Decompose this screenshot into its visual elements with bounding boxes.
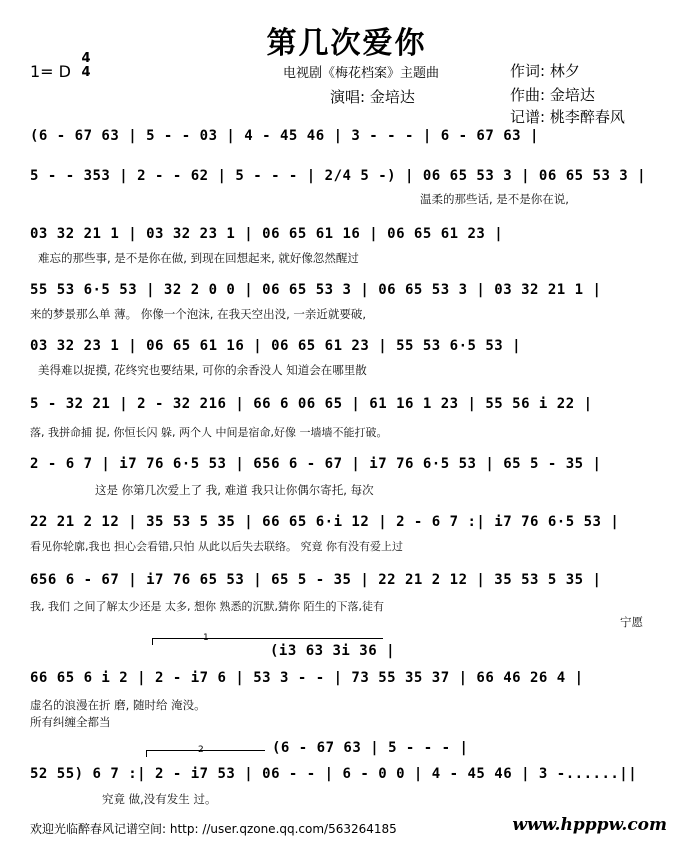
key-signature: 1= D (30, 62, 71, 81)
website-watermark: www.hpppw.com (512, 815, 667, 835)
lyric-row-11: 究竟 做,没有发生 过。 (102, 792, 217, 806)
lyric-row-3: 难忘的那些事, 是不是你在做, 到现在回想起来, 就好像忽然醒过 (38, 251, 359, 265)
first-ending-number: 1 (203, 633, 209, 643)
lyric-row-9-extra: 宁愿 (620, 615, 643, 629)
lyric-row-8: 看见你轮廓,我也 担心会看错,只怕 从此以后失去联络。 究竟 你有没有爱上过 (30, 540, 403, 553)
second-ending-bracket (146, 750, 265, 757)
score-row-2: 5 - - 353 | 2 - - 62 | 5 - - - | 2/4 5 -) | 06 65 53 3 | 06 65 53 3 | (30, 168, 647, 184)
lyric-row-9: 我, 我们 之间了解太少还是 太多, 想你 熟悉的沉默,猜你 陌生的下落,徒有 (30, 600, 384, 613)
lyric-row-10: 虚名的浪漫在折 磨, 随时给 淹没。 (30, 698, 206, 712)
time-bottom: 4 (81, 65, 91, 80)
score-row-11: 52 55) 6 7 :| 2 - i7 53 | 06 - - | 6 - 0 0 | 4 - 45 46 | 3 -......|| (30, 766, 638, 782)
time-top: 4 (81, 51, 91, 66)
lyricist: 作词: 林夕 (510, 62, 580, 80)
composer: 作曲: 金培达 (510, 86, 595, 104)
footer-text: 欢迎光临醉春风记谱空间: http: //user.qzone.qq.com/563264185 (30, 822, 397, 836)
second-ending-number: 2 (198, 745, 204, 755)
score-row-8: 22 21 2 12 | 35 53 5 35 | 66 65 6·i 12 | 2 - 6 7 :| i7 76 6·5 53 | (30, 514, 620, 530)
score-row-6: 5 - 32 21 | 2 - 32 216 | 66 6 06 65 | 61 16 1 23 | 55 56 i 22 | (30, 396, 593, 412)
song-title: 第几次爱你 (266, 26, 427, 61)
score-row-5: 03 32 23 1 | 06 65 61 16 | 06 65 61 23 | 55 53 6·5 53 | (30, 338, 522, 354)
score-row-7: 2 - 6 7 | i7 76 6·5 53 | 656 6 - 67 | i7 76 6·5 53 | 65 5 - 35 | (30, 456, 602, 472)
score-row-10: 66 65 6 i 2 | 2 - i7 6 | 53 3 - - | 73 55 35 37 | 66 46 26 4 | (30, 670, 584, 686)
lyric-row-4: 来的梦景那么单 薄。 你像一个泡沫, 在我天空出没, 一亲近就要破, (30, 307, 367, 321)
score-row-4: 55 53 6·5 53 | 32 2 0 0 | 06 65 53 3 | 06 65 53 3 | 03 32 21 1 | (30, 282, 602, 298)
score-row-9: 656 6 - 67 | i7 76 65 53 | 65 5 - 35 | 22 21 2 12 | 35 53 5 35 | (30, 572, 602, 588)
score-row-3: 03 32 21 1 | 03 32 23 1 | 06 65 61 16 | 06 65 61 23 | (30, 226, 504, 242)
lyric-row-10b: 所有纠缠全都当 (30, 715, 111, 729)
score-row-1: (6 - 67 63 | 5 - - 03 | 4 - 45 46 | 3 - - - | 6 - 67 63 | (30, 128, 539, 144)
lyric-row-6: 落, 我拼命捕 捉, 你恒长闪 躲, 两个人 中间是宿命,好像 一墙墙不能打破。 (30, 426, 388, 439)
transcriber: 记谱: 桃李醉春风 (510, 108, 625, 126)
lyric-row-2: 温柔的那些话, 是不是你在说, (420, 192, 569, 206)
lyric-row-7: 这是 你第几次爱上了 我, 难道 我只让你偶尔寄托, 每次 (95, 483, 374, 497)
time-signature (80, 52, 92, 80)
subtitle: 电视剧《梅花档案》主题曲 (283, 66, 440, 81)
score-row-11-upper: (6 - 67 63 | 5 - - - | (272, 740, 469, 756)
score-row-10-upper: (i3 63 3i 36 | (270, 643, 396, 659)
lyric-row-5: 美得难以捉摸, 花终究也要结果, 可你的余香没人 知道会在哪里散 (38, 363, 367, 377)
singer: 演唱: 金培达 (330, 88, 415, 106)
